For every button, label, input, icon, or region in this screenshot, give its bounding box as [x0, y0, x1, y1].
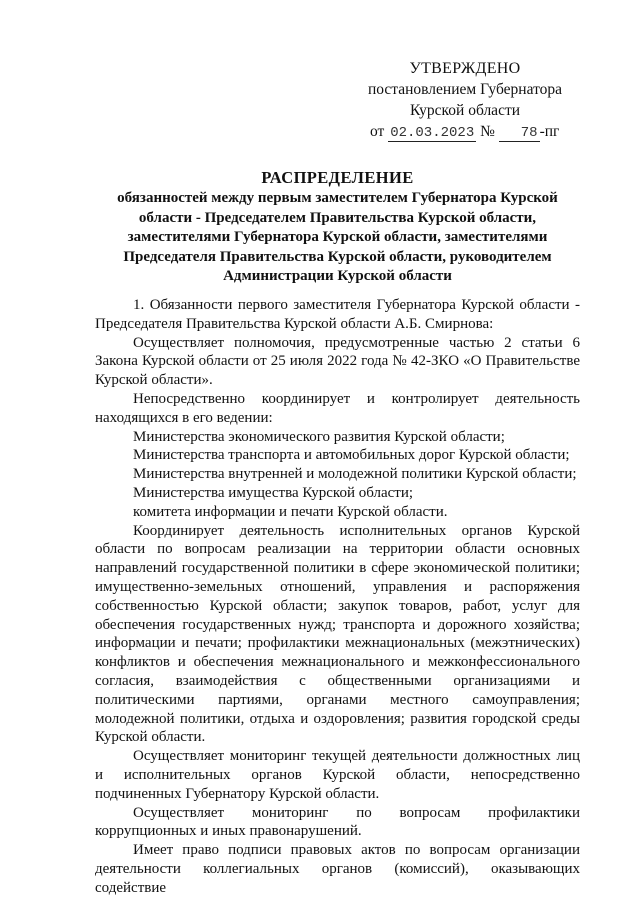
approval-number: 78	[499, 125, 540, 142]
approval-stamp	[350, 58, 580, 144]
paragraph-6: Осуществляет мониторинг по вопросам профилактики коррупционных и иных правонарушений.	[95, 804, 580, 840]
approval-heading: УТВЕРЖДЕНО	[409, 60, 521, 77]
approval-line-2: Курской области	[409, 102, 521, 119]
number-sign: №	[480, 123, 495, 140]
paragraph-5: Осуществляет мониторинг текущей деятельности должностных лиц и исполнительных органов Курской области, непосредственно подчиненных Губернатору Курской области.	[95, 748, 580, 802]
approval-line-1: постановлением Губернатора	[367, 81, 563, 98]
paragraph-2: Осуществляет полномочия, предусмотренные частью 2 статьи 6 Закона Курской области от 25 июля 2022 года № 42-ЗКО «О Правительстве Курской области».	[95, 334, 580, 389]
paragraph-4: Координирует деятельность исполнительных органов Курской области по вопросам реализации на территории области основных направлений государственной политики в сфере экономической политики; имущественно-земельных отношений, управления и распоряжения собственностью Курской области; закупок товаров, работ, услуг для обеспечения государственных нужд; транспорта и дорожного хозяйства; информации и печати; профилактики межнациональных (межэтнических) конфликтов и обеспечения межнационального и межконфессионального согласия, взаимодействия с общественными организациями и политическими партиями, органами местного самоуправления; молодежной политики, отдыха и оздоровления; развития городской среды Курской области.	[95, 522, 580, 746]
paragraph-7: Имеет право подписи правовых актов по вопросам организации деятельности коллегиальных органов (комиссий), оказывающих содействие	[95, 842, 580, 896]
paragraph-1: 1. Обязанности первого заместителя Губернатора Курской области - Председателя Правительства Курской области А.Б. Смирнова:	[95, 297, 580, 332]
document-body	[95, 296, 580, 898]
list-item: Министерства транспорта и автомобильных дорог Курской области;	[133, 447, 570, 464]
title-main: РАСПРЕДЕЛЕНИЕ	[261, 168, 414, 187]
document-title	[95, 167, 580, 287]
number-suffix: -пг	[539, 123, 560, 140]
date-prefix: от	[370, 123, 385, 140]
approval-date: 02.03.2023	[390, 125, 475, 141]
title-subtitle: обязанностей между первым заместителем Губернатора Курской области - Председателем Правительства Курской области, заместителями Губернатора Курской области, заместителями Председателя Правительства Курской области, руководителем Администрации Курской области	[117, 190, 558, 284]
list-item: комитета информации и печати Курской области.	[133, 503, 448, 520]
approval-date-line	[350, 121, 580, 144]
list-item: Министерства экономического развития Курской области;	[133, 428, 505, 445]
paragraph-3: Непосредственно координирует и контролирует деятельность находящихся в его ведении:	[95, 390, 580, 426]
list-item: Министерства внутренней и молодежной политики Курской области;	[133, 466, 577, 483]
list-item: Министерства имущества Курской области;	[133, 484, 414, 501]
